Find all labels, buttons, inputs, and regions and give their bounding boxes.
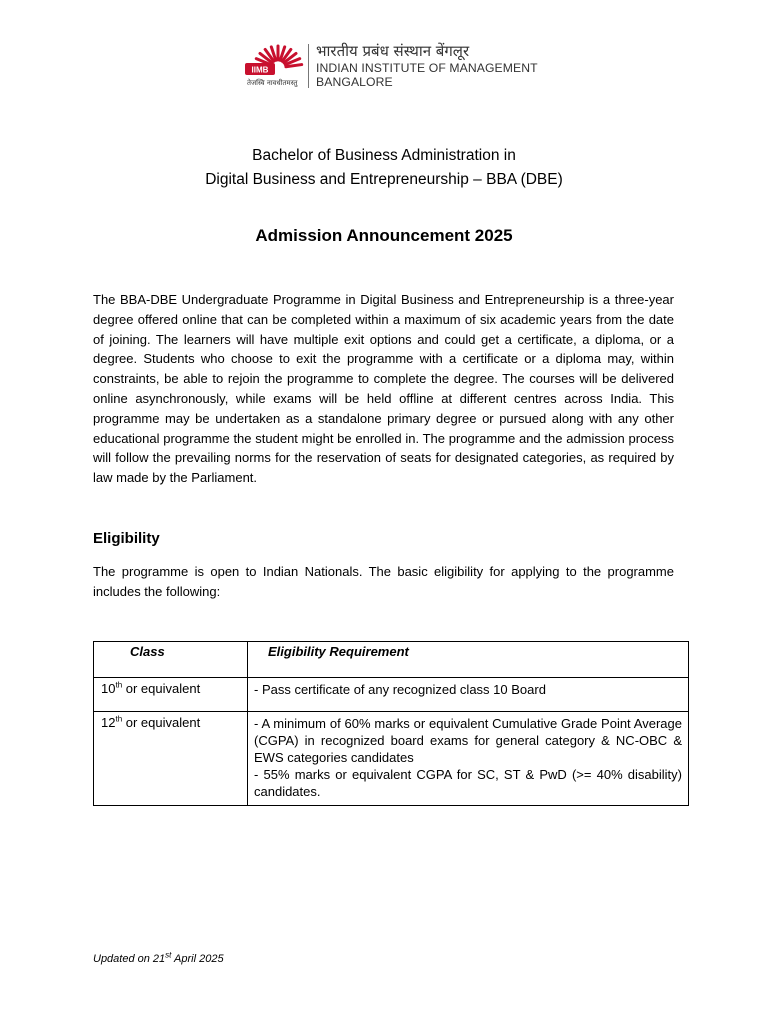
table-cell-requirement [248,678,689,712]
requirement-line: - Pass certificate of any recognized class 10 Board [254,682,546,697]
table-header-class: Class [94,642,248,678]
updated-prefix: Updated on 21 [93,953,166,965]
iimb-logo [244,42,544,92]
updated-superscript: st [165,950,172,960]
class-superscript: th [115,680,123,690]
class-number: 12 [101,715,116,730]
announcement-heading: Admission Announcement 2025 [255,226,513,245]
updated-suffix: April 2025 [171,953,224,965]
programme-title-line2: Digital Business and Entrepreneurship – BBA (DBE) [205,171,563,188]
requirement-line: - 55% marks or equivalent CGPA for SC, ST & PwD (>= 40% disability) candidates. [254,767,682,799]
institute-name-hindi: भारतीय प्रबंध संस्थान बेंगलूर [316,42,470,60]
institute-name-line1: INDIAN INSTITUTE OF MANAGEMENT [316,61,538,75]
eligibility-table [93,641,689,806]
table-cell-requirement [248,712,689,806]
class-superscript: th [115,714,123,724]
svg-text:IIMB: IIMB [251,65,269,75]
programme-title-line1: Bachelor of Business Administration in [252,147,516,164]
eligibility-intro: The programme is open to Indian Nationals. The basic eligibility for applying to the programme includes the following: [93,564,674,599]
class-suffix: or equivalent [122,681,201,696]
logo-divider [308,44,309,88]
table-row [94,678,689,712]
table-row [94,712,689,806]
table-header-row [94,642,689,678]
updated-note [93,950,224,965]
requirement-line: - A minimum of 60% marks or equivalent Cumulative Grade Point Average (CGPA) in recognized board exams for general category & NC-OBC & EWS categories candidates [254,716,682,765]
class-suffix: or equivalent [122,715,201,730]
institute-name-line2: BANGALORE [316,75,393,89]
logo-motto: तेजस्वि नावधीतमस्तु [247,79,298,87]
table-cell-class [94,712,248,806]
eligibility-heading: Eligibility [93,530,160,547]
table-header-requirement: Eligibility Requirement [248,642,689,678]
table-cell-class [94,678,248,712]
intro-paragraph: The BBA-DBE Undergraduate Programme in Digital Business and Entrepreneurship is a three-year degree offered online that can be completed within a maximum of six academic years from the date of joining. The learners will have multiple exit options and could get a certificate, a diploma, or a degree. Students who choose to exit the programme with a certificate or a diploma may, within constraints, be able to rejoin the programme to complete the degree. The courses will be delivered online asynchronously, while exams will be held offline at different centres across India. This programme may be undertaken as a standalone primary degree or pursued along with any other educational programme the student might be enrolled in. The programme and the admission process will follow the prevailing norms for the reservation of seats for designated categories, as required by law made by the Parliament. [93,292,674,486]
class-number: 10 [101,681,116,696]
